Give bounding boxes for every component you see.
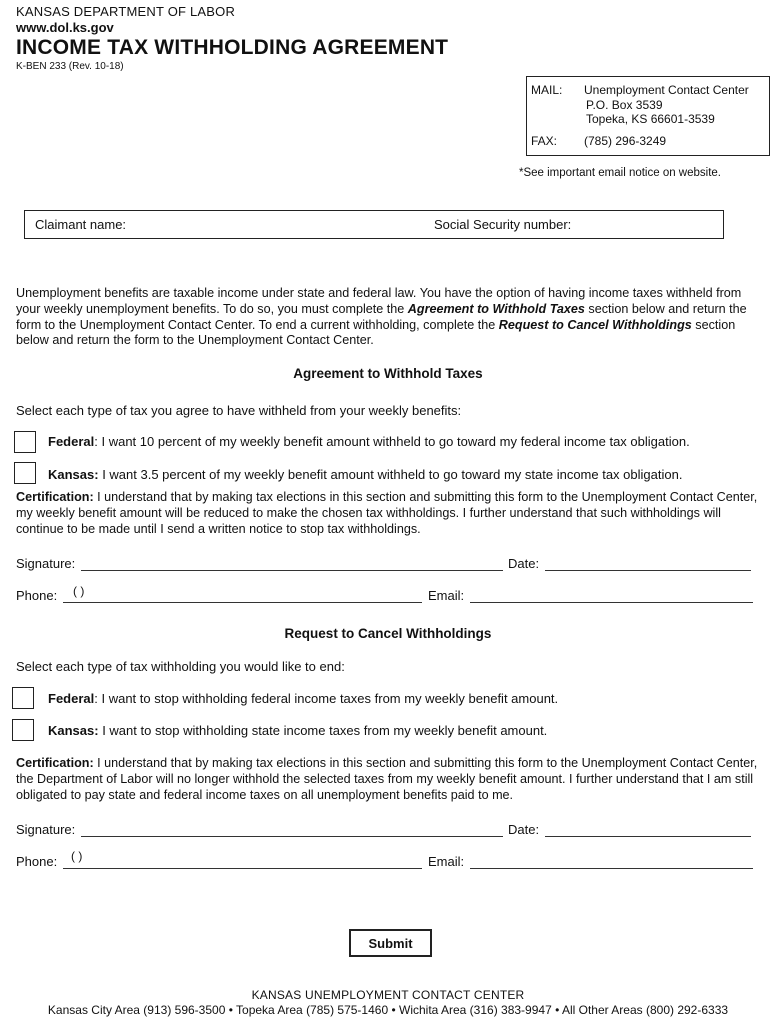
- fax-label: FAX:: [531, 134, 558, 148]
- agreement-kansas-option: [48, 467, 682, 482]
- email-notice: *See important email notice on website.: [519, 167, 721, 179]
- cancel-section-title: Request to Cancel Withholdings: [284, 626, 492, 641]
- agreement-email-label: Email:: [428, 588, 465, 603]
- agreement-federal-label: Federal: [48, 434, 95, 449]
- agency-website: www.dol.ks.gov: [16, 20, 114, 35]
- cancel-kansas-text: I want to stop withholding state income taxes from my weekly benefit amount.: [98, 723, 548, 738]
- cancel-cert-text: I understand that by making tax elections in this section and submitting this form to the Unemployment Contact Center, the Department of Labor will no longer withhold the selected taxes from my weekly benefit amount. I further understand that I am still obligated to pay state and federal income taxes on all unemployment benefits paid to me.: [16, 756, 758, 802]
- cancel-phone-label: Phone:: [16, 854, 58, 869]
- cancel-federal-option: [48, 691, 558, 706]
- cancel-cert-label: Certification:: [16, 756, 94, 770]
- cancel-phone-field[interactable]: [63, 868, 422, 869]
- cancel-kansas-option: [48, 723, 547, 738]
- intro-emphasis-agreement: Agreement to Withhold Taxes: [407, 301, 585, 316]
- intro-paragraph: [16, 286, 760, 349]
- agreement-kansas-text: I want 3.5 percent of my weekly benefit amount withheld to go toward my state income tax obligation.: [98, 467, 683, 482]
- agreement-email-field[interactable]: [470, 602, 753, 603]
- agreement-date-label: Date:: [508, 556, 540, 571]
- agreement-signature-label: Signature:: [16, 556, 76, 571]
- footer-phone-numbers: Kansas City Area (913) 596-3500 • Topeka Area (785) 575-1460 • Wichita Area (316) 383-9947 • All Other Areas (800) 292-6333: [47, 1003, 729, 1017]
- cancel-federal-text: : I want to stop withholding federal income taxes from my weekly benefit amount.: [94, 691, 559, 706]
- agreement-kansas-label: Kansas:: [48, 467, 99, 482]
- form-title: INCOME TAX WITHHOLDING AGREEMENT: [16, 36, 449, 59]
- cancel-kansas-checkbox[interactable]: [12, 719, 34, 741]
- agreement-federal-text: : I want 10 percent of my weekly benefit amount withheld to go toward my federal income tax obligation.: [94, 434, 690, 449]
- cancel-instruction: Select each type of tax withholding you would like to end:: [16, 659, 345, 674]
- cancel-federal-label: Federal: [48, 691, 95, 706]
- form-number: K-BEN 233 (Rev. 10-18): [16, 61, 124, 72]
- agreement-date-field[interactable]: [545, 570, 751, 571]
- ssn-label: Social Security number:: [434, 217, 572, 232]
- intro-text-2: section below and return the form to the Unemployment Contact Center. To end a current withholding, complete the: [16, 301, 747, 332]
- cancel-email-label: Email:: [428, 854, 465, 869]
- cancel-email-field[interactable]: [470, 868, 753, 869]
- cancel-date-field[interactable]: [545, 836, 751, 837]
- cancel-phone-area-code: ( ): [71, 849, 83, 863]
- intro-text-3: section below and return the form to the Unemployment Contact Center.: [16, 317, 736, 348]
- mail-fax-box: [526, 76, 770, 156]
- cancel-signature-label: Signature:: [16, 822, 76, 837]
- fax-number: (785) 296-3249: [584, 134, 667, 148]
- mail-line-1: Unemployment Contact Center: [584, 83, 749, 97]
- submit-button[interactable]: Submit: [349, 929, 432, 957]
- claimant-info-box[interactable]: [24, 210, 724, 239]
- intro-emphasis-cancel: Request to Cancel Withholdings: [498, 317, 692, 332]
- agreement-kansas-checkbox[interactable]: [14, 462, 36, 484]
- mail-label: MAIL:: [531, 83, 563, 97]
- agreement-phone-field[interactable]: [63, 602, 422, 603]
- mail-line-3: Topeka, KS 66601-3539: [586, 112, 715, 126]
- agreement-signature-field[interactable]: [81, 570, 503, 571]
- agreement-federal-option: [48, 434, 690, 449]
- agreement-cert-text: I understand that by making tax elections in this section and submitting this form to the Unemployment Contact Center, my weekly benefit amount will be reduced to make the chosen tax withholdings. I further understand that such withholdings will continue to be made until I send a written notice to stop tax withholdings.: [16, 490, 758, 536]
- mail-line-2: P.O. Box 3539: [586, 98, 663, 112]
- cancel-certification: [16, 756, 760, 803]
- agreement-federal-checkbox[interactable]: [14, 431, 36, 453]
- cancel-federal-checkbox[interactable]: [12, 687, 34, 709]
- footer-center-name: KANSAS UNEMPLOYMENT CONTACT CENTER: [251, 988, 525, 1002]
- agreement-cert-label: Certification:: [16, 490, 94, 504]
- claimant-name-label: Claimant name:: [35, 217, 127, 232]
- agreement-instruction: Select each type of tax you agree to have withheld from your weekly benefits:: [16, 403, 462, 418]
- intro-text-1: Unemployment benefits are taxable income under state and federal law. You have the option of having income taxes withheld from your weekly unemployment benefits. To do so, you must complete the: [16, 286, 742, 316]
- cancel-signature-field[interactable]: [81, 836, 503, 837]
- cancel-date-label: Date:: [508, 822, 540, 837]
- agreement-certification: [16, 490, 760, 537]
- agreement-phone-label: Phone:: [16, 588, 58, 603]
- cancel-kansas-label: Kansas:: [48, 723, 99, 738]
- agreement-section-title: Agreement to Withhold Taxes: [293, 366, 483, 381]
- agency-name: KANSAS DEPARTMENT OF LABOR: [16, 4, 236, 19]
- agreement-phone-area-code: ( ): [73, 584, 85, 598]
